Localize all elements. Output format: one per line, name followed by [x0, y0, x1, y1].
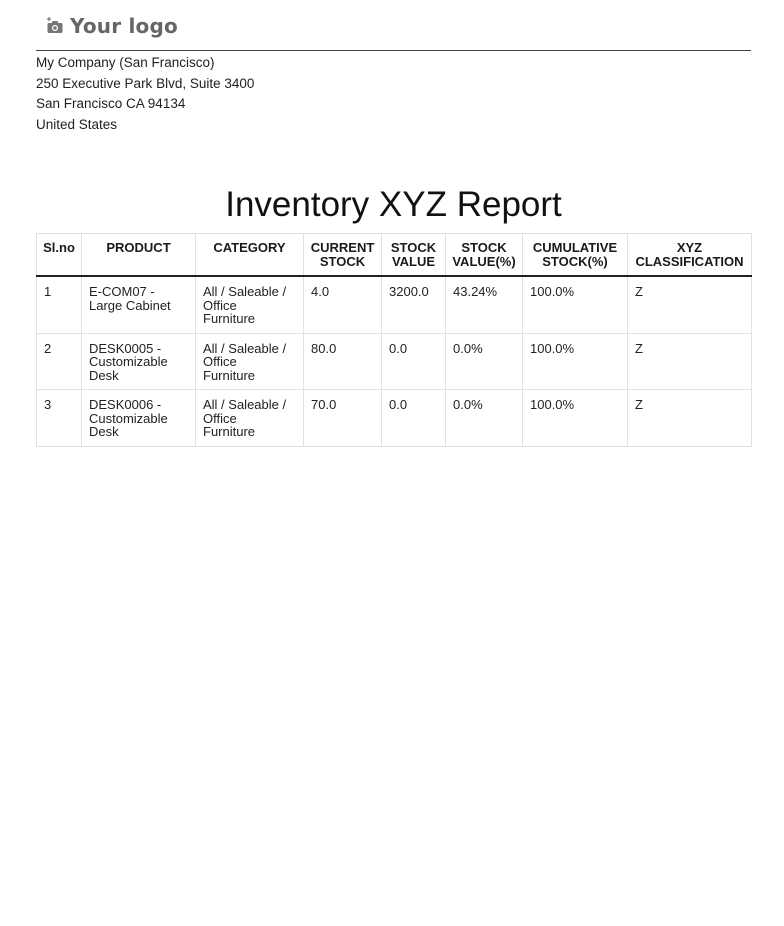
column-header-text: CLASSIFICATION — [635, 254, 744, 270]
column-header-text: CUMULATIVE — [532, 240, 618, 256]
cell-product — [82, 333, 196, 390]
column-header-sl-no — [37, 234, 82, 277]
camera-add-icon — [46, 17, 64, 35]
cell-text-line: Office — [203, 410, 237, 426]
cell-text-line: Customizable — [89, 354, 168, 370]
column-header-current-stock — [304, 234, 382, 277]
column-header-text: XYZ — [676, 240, 703, 256]
report-page — [36, 0, 751, 447]
column-header-cumulative-stock-pct — [523, 234, 628, 277]
logo-text: Your logo — [70, 14, 178, 38]
cell-text-line: E-COM07 - — [89, 284, 155, 300]
cell-xyz-classification: Z — [628, 390, 752, 447]
cell-stock-value-pct: 0.0% — [446, 390, 523, 447]
cell-category — [196, 276, 304, 333]
column-header-product — [82, 234, 196, 277]
cell-current-stock: 80.0 — [304, 333, 382, 390]
header — [36, 0, 751, 51]
column-header-text: PRODUCT — [106, 240, 171, 256]
cell-stock-value-pct: 0.0% — [446, 333, 523, 390]
cell-stock-value: 3200.0 — [382, 276, 446, 333]
column-header-xyz-classification — [628, 234, 752, 277]
column-header-text: Sl.no — [43, 240, 75, 256]
report-title: Inventory XYZ Report — [225, 185, 562, 225]
cell-text-line: Large Cabinet — [89, 297, 171, 313]
cell-text-line: Office — [203, 297, 237, 313]
cell-cumulative-stock-pct: 100.0% — [523, 333, 628, 390]
cell-text-line: All / Saleable / — [203, 340, 287, 356]
table-row — [37, 390, 752, 447]
cell-text-line: DESK0005 - — [89, 340, 162, 356]
column-header-text: STOCK(%) — [542, 254, 608, 270]
cell-text-line: Desk — [89, 367, 119, 383]
cell-text-line: Customizable — [89, 410, 168, 426]
inventory-table — [36, 233, 752, 447]
company-name: My Company (San Francisco) — [36, 55, 215, 70]
column-header-text: STOCK — [390, 240, 437, 256]
cell-xyz-classification: Z — [628, 333, 752, 390]
table-body — [37, 276, 752, 446]
column-header-stock-value-pct — [446, 234, 523, 277]
cell-cumulative-stock-pct: 100.0% — [523, 390, 628, 447]
company-street: 250 Executive Park Blvd, Suite 3400 — [36, 75, 255, 91]
cell-cumulative-stock-pct: 100.0% — [523, 276, 628, 333]
cell-product — [82, 276, 196, 333]
cell-current-stock: 70.0 — [304, 390, 382, 447]
cell-text-line: Desk — [89, 424, 119, 440]
cell-category — [196, 333, 304, 390]
column-header-text: CATEGORY — [213, 240, 286, 256]
cell-sl-no: 2 — [37, 333, 82, 390]
column-header-text: CURRENT — [310, 240, 375, 256]
column-header-text: VALUE(%) — [452, 254, 516, 270]
cell-text-line: Furniture — [203, 367, 256, 383]
cell-text-line: All / Saleable / — [203, 397, 287, 413]
cell-stock-value: 0.0 — [382, 390, 446, 447]
cell-sl-no: 1 — [37, 276, 82, 333]
cell-text-line: Furniture — [203, 311, 256, 327]
column-header-text: STOCK — [319, 254, 366, 270]
table-header-row — [37, 234, 752, 277]
company-country: United States — [36, 116, 118, 132]
cell-stock-value-pct: 43.24% — [446, 276, 523, 333]
company-city: San Francisco CA 94134 — [36, 96, 186, 112]
company-address — [36, 53, 751, 135]
table-row — [37, 276, 752, 333]
cell-xyz-classification: Z — [628, 276, 752, 333]
column-header-stock-value — [382, 234, 446, 277]
column-header-text: VALUE — [391, 254, 436, 270]
company-logo — [46, 14, 178, 38]
cell-text-line: Furniture — [203, 424, 256, 440]
cell-stock-value: 0.0 — [382, 333, 446, 390]
table-row — [37, 333, 752, 390]
cell-text-line: DESK0006 - — [89, 397, 162, 413]
column-header-text: STOCK — [461, 240, 507, 256]
cell-text-line: Office — [203, 354, 237, 370]
cell-sl-no: 3 — [37, 390, 82, 447]
cell-category — [196, 390, 304, 447]
cell-product — [82, 390, 196, 447]
cell-text-line: All / Saleable / — [203, 284, 287, 300]
cell-current-stock: 4.0 — [304, 276, 382, 333]
column-header-category — [196, 234, 304, 277]
